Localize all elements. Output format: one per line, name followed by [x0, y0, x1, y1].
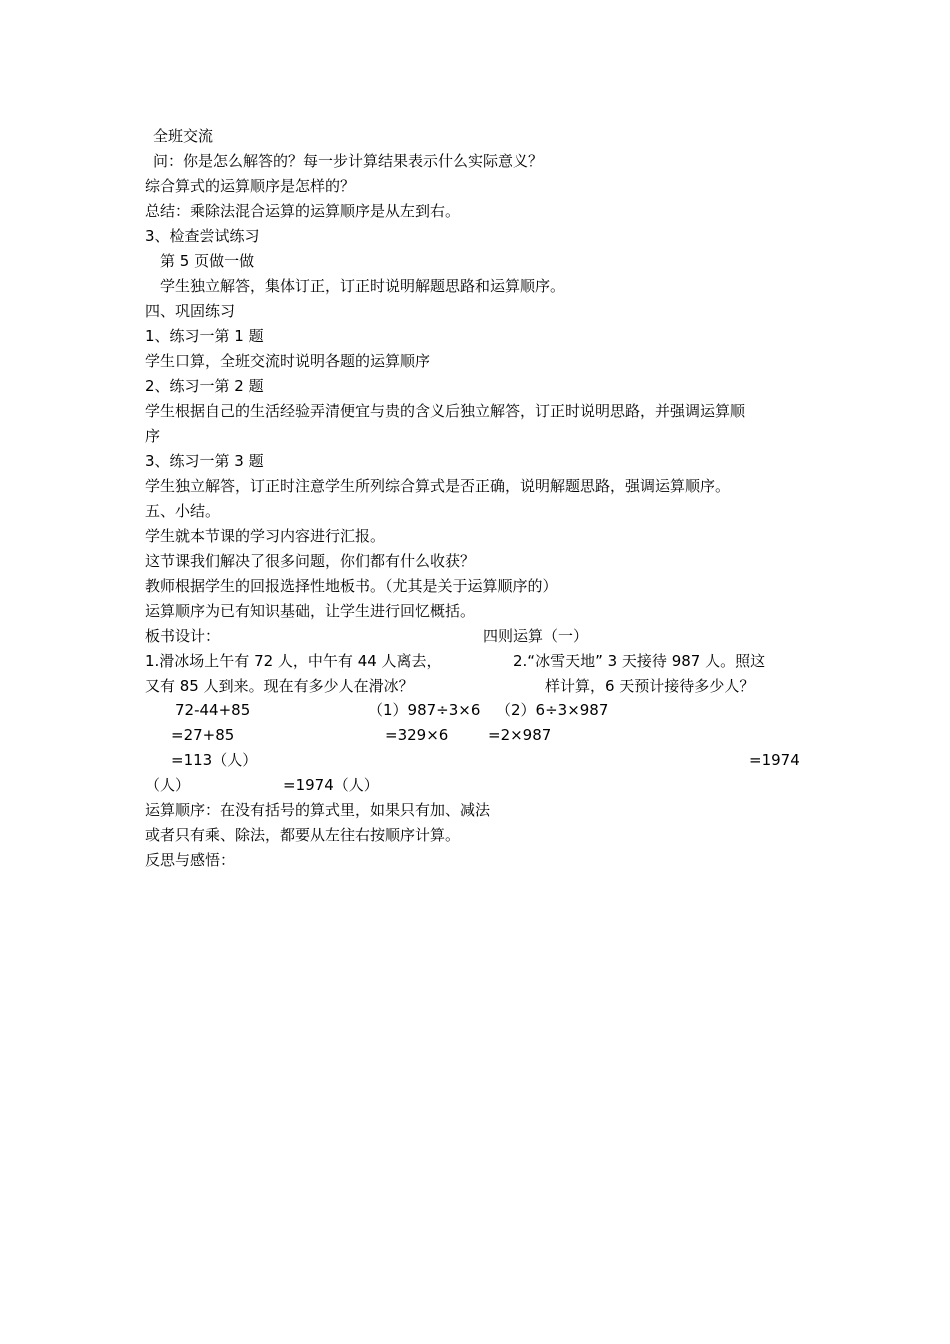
text-line: 学生独立解答，订正时注意学生所列综合算式是否正确，说明解题思路，强调运算顺序。: [145, 477, 731, 495]
problem-1-text: 1.滑冰场上午有 72 人，中午有 44 人离去，: [145, 652, 442, 670]
text-line: 第 5 页做一做: [160, 252, 255, 270]
problem-2-text: 2.“冰雪天地” 3 天接待 987 人。照这: [513, 652, 766, 670]
text-line: 学生口算，全班交流时说明各题的运算顺序: [145, 352, 431, 370]
equation-step: 72-44+85: [175, 701, 251, 719]
problem-2-text: 样计算，6 天预计接待多少人？: [545, 677, 755, 695]
equation-step: =27+85: [171, 726, 235, 744]
text-line: 学生独立解答，集体订正，订正时说明解题思路和运算顺序。: [160, 277, 566, 295]
equation-step: =2×987: [488, 726, 552, 744]
text-line: 序: [145, 427, 161, 445]
equation-step: （2）6÷3×987: [496, 701, 609, 719]
board-title: 四则运算（一）: [483, 627, 589, 645]
section-heading: 2、练习一第 2 题: [145, 377, 264, 395]
equation-step: =329×6: [385, 726, 449, 744]
text-line: 综合算式的运算顺序是怎样的？: [145, 177, 356, 195]
board-label: 板书设计：: [145, 627, 221, 645]
equation-step: （1）987÷3×6: [368, 701, 481, 719]
section-heading: 1、练习一第 1 题: [145, 327, 264, 345]
text-line: 学生根据自己的生活经验弄清便宜与贵的含义后独立解答，订正时说明思路，并强调运算顺: [145, 402, 746, 420]
text-line: 教师根据学生的回报选择性地板书。（尤其是关于运算顺序的）: [145, 577, 558, 595]
problem-1-text: 又有 85 人到来。现在有多少人在滑冰？: [145, 677, 414, 695]
section-heading: 3、检查尝试练习: [145, 227, 260, 245]
text-line: 总结：乘除法混合运算的运算顺序是从左到右。: [145, 202, 461, 220]
equation-step: =113（人）: [171, 751, 258, 769]
text-line: 这节课我们解决了很多问题，你们都有什么收获？: [145, 552, 476, 570]
equation-step: =1974: [749, 751, 800, 769]
text-line: 全班交流: [153, 127, 214, 145]
equation-step: =1974（人）: [283, 776, 379, 794]
text-line: 学生就本节课的学习内容进行汇报。: [145, 527, 386, 545]
reflection-heading: 反思与感悟：: [145, 851, 236, 869]
rule-text: 运算顺序：在没有括号的算式里，如果只有加、减法: [145, 801, 491, 819]
section-heading: 3、练习一第 3 题: [145, 452, 264, 470]
section-heading: 五、小结。: [145, 502, 221, 520]
text-line: 问：你是怎么解答的？每一步计算结果表示什么实际意义？: [153, 152, 544, 170]
rule-text: 或者只有乘、除法，都要从左往右按顺序计算。: [145, 826, 461, 844]
equation-unit: （人）: [145, 776, 191, 794]
text-line: 运算顺序为已有知识基础，让学生进行回忆概括。: [145, 602, 476, 620]
section-heading: 四、巩固练习: [145, 302, 236, 320]
